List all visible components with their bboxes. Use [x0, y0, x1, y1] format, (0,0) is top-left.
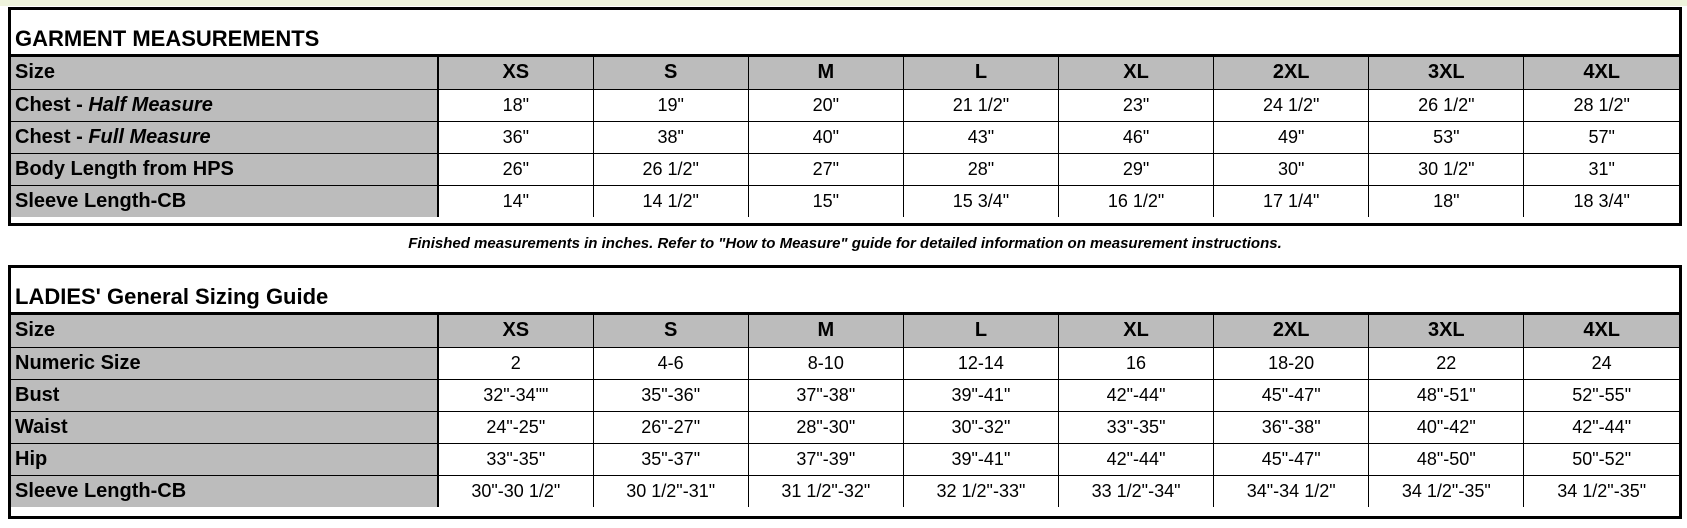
table-row	[11, 379, 1679, 411]
size-header-3xl: 3XL	[1369, 315, 1524, 347]
measurement-cell: 33"-35"	[438, 443, 593, 475]
measurement-cell: 17 1/4"	[1214, 185, 1369, 217]
row-label-text: Numeric Size	[15, 351, 141, 374]
size-header-l: L	[903, 57, 1058, 89]
row-label-text: Body Length from HPS	[15, 157, 234, 180]
measurement-cell: 18-20	[1214, 347, 1369, 379]
measurement-cell: 28"-30"	[748, 411, 903, 443]
measurement-cell: 42"-44"	[1059, 443, 1214, 475]
measurement-cell: 35"-36"	[593, 379, 748, 411]
ladies-sizing-table	[8, 265, 1682, 519]
measurement-cell: 46"	[1059, 121, 1214, 153]
size-header-xs: XS	[438, 315, 593, 347]
measurement-cell: 48"-51"	[1369, 379, 1524, 411]
garment-measurements-table	[8, 7, 1682, 226]
row-label	[11, 475, 438, 507]
measurement-cell: 49"	[1214, 121, 1369, 153]
size-header-3xl: 3XL	[1369, 57, 1524, 89]
row-label-text: Chest -	[15, 125, 89, 148]
measurement-cell: 38"	[593, 121, 748, 153]
measurement-cell: 14"	[438, 185, 593, 217]
measurement-cell: 28"	[903, 153, 1058, 185]
measurement-cell: 26 1/2"	[1369, 89, 1524, 121]
row-label-text: Sleeve Length-CB	[15, 189, 187, 212]
measurement-cell: 42"-44"	[1059, 379, 1214, 411]
measurement-cell: 18 3/4"	[1524, 185, 1679, 217]
garment-grid	[11, 57, 1679, 217]
size-header-l: L	[903, 315, 1058, 347]
size-header-xl: XL	[1059, 57, 1214, 89]
measurement-cell: 16	[1059, 347, 1214, 379]
row-label-text: Hip	[15, 447, 48, 470]
ladies-grid	[11, 315, 1679, 507]
measurement-cell: 57"	[1524, 121, 1679, 153]
row-label	[11, 347, 438, 379]
measurement-cell: 32 1/2"-33"	[903, 475, 1058, 507]
measurement-cell: 37"-38"	[748, 379, 903, 411]
measurement-cell: 22	[1369, 347, 1524, 379]
row-label	[11, 121, 438, 153]
row-label	[11, 89, 438, 121]
ladies-table-title	[11, 268, 1679, 315]
table-row	[11, 347, 1679, 379]
row-label-italic: Full Measure	[88, 125, 211, 148]
measurement-cell: 42"-44"	[1524, 411, 1679, 443]
top-border	[0, 0, 1687, 6]
size-header-s: S	[593, 57, 748, 89]
garment-table-title	[11, 10, 1679, 57]
measurement-cell: 28 1/2"	[1524, 89, 1679, 121]
garment-title-text: GARMENT MEASUREMENTS	[15, 26, 320, 51]
table-row	[11, 185, 1679, 217]
size-header-4xl: 4XL	[1524, 57, 1679, 89]
size-header-s: S	[593, 315, 748, 347]
measurement-cell: 45"-47"	[1214, 443, 1369, 475]
measurement-cell: 34"-34 1/2"	[1214, 475, 1369, 507]
row-label	[11, 443, 438, 475]
measurement-cell: 30"-32"	[903, 411, 1058, 443]
table-row	[11, 153, 1679, 185]
ladies-header-row	[11, 315, 1679, 347]
size-header-2xl: 2XL	[1214, 315, 1369, 347]
size-header-m: M	[748, 315, 903, 347]
row-label	[11, 185, 438, 217]
measurement-cell: 15"	[748, 185, 903, 217]
measurement-cell: 32"-34""	[438, 379, 593, 411]
garment-header-row	[11, 57, 1679, 89]
measurement-cell: 19"	[593, 89, 748, 121]
row-label-text: Sleeve Length-CB	[15, 479, 187, 502]
measurement-cell: 36"	[438, 121, 593, 153]
measurement-cell: 45"-47"	[1214, 379, 1369, 411]
measurement-cell: 30 1/2"	[1369, 153, 1524, 185]
measurement-cell: 26"-27"	[593, 411, 748, 443]
table-row	[11, 411, 1679, 443]
measurement-cell: 35"-37"	[593, 443, 748, 475]
measurement-cell: 4-6	[593, 347, 748, 379]
measurement-cell: 48"-50"	[1369, 443, 1524, 475]
measurement-cell: 39"-41"	[903, 443, 1058, 475]
row-label	[11, 153, 438, 185]
size-header-label: Size	[11, 315, 438, 347]
measurement-cell: 33"-35"	[1059, 411, 1214, 443]
measurement-cell: 31"	[1524, 153, 1679, 185]
measurement-cell: 12-14	[903, 347, 1058, 379]
row-label	[11, 411, 438, 443]
measurement-cell: 16 1/2"	[1059, 185, 1214, 217]
measurement-cell: 43"	[903, 121, 1058, 153]
measurement-cell: 8-10	[748, 347, 903, 379]
measurement-cell: 33 1/2"-34"	[1059, 475, 1214, 507]
measurement-cell: 34 1/2"-35"	[1369, 475, 1524, 507]
row-label-text: Bust	[15, 383, 60, 406]
measurement-cell: 30"-30 1/2"	[438, 475, 593, 507]
measurement-cell: 29"	[1059, 153, 1214, 185]
size-header-2xl: 2XL	[1214, 57, 1369, 89]
measurement-cell: 27"	[748, 153, 903, 185]
measurement-cell: 30 1/2"-31"	[593, 475, 748, 507]
ladies-title-text: LADIES' General Sizing Guide	[15, 284, 329, 309]
measurement-cell: 50"-52"	[1524, 443, 1679, 475]
measurement-cell: 40"-42"	[1369, 411, 1524, 443]
measurement-cell: 26"	[438, 153, 593, 185]
measurement-cell: 26 1/2"	[593, 153, 748, 185]
table-row	[11, 89, 1679, 121]
row-label-text: Chest -	[15, 93, 89, 116]
measurement-cell: 36"-38"	[1214, 411, 1369, 443]
measurement-cell: 24	[1524, 347, 1679, 379]
measurement-cell: 18"	[1369, 185, 1524, 217]
table-row	[11, 121, 1679, 153]
measurement-cell: 53"	[1369, 121, 1524, 153]
measurement-cell: 18"	[438, 89, 593, 121]
measurement-cell: 24"-25"	[438, 411, 593, 443]
measurement-cell: 20"	[748, 89, 903, 121]
measurement-note: Finished measurements in inches. Refer to "How to Measure" guide for detailed information on measurement instructions.	[408, 235, 1282, 252]
measurement-cell: 30"	[1214, 153, 1369, 185]
measurement-cell: 52"-55"	[1524, 379, 1679, 411]
measurement-cell: 21 1/2"	[903, 89, 1058, 121]
measurement-cell: 34 1/2"-35"	[1524, 475, 1679, 507]
measurement-cell: 23"	[1059, 89, 1214, 121]
size-header-xs: XS	[438, 57, 593, 89]
measurement-cell: 31 1/2"-32"	[748, 475, 903, 507]
row-label-text: Waist	[15, 415, 68, 438]
measurement-cell: 37"-39"	[748, 443, 903, 475]
table-row	[11, 475, 1679, 507]
measurement-cell: 15 3/4"	[903, 185, 1058, 217]
row-label-italic: Half Measure	[88, 93, 213, 116]
measurement-cell: 2	[438, 347, 593, 379]
measurement-cell: 24 1/2"	[1214, 89, 1369, 121]
size-header-m: M	[748, 57, 903, 89]
measurement-cell: 39"-41"	[903, 379, 1058, 411]
size-header-xl: XL	[1059, 315, 1214, 347]
size-header-4xl: 4XL	[1524, 315, 1679, 347]
size-header-label: Size	[11, 57, 438, 89]
measurement-cell: 40"	[748, 121, 903, 153]
table-row	[11, 443, 1679, 475]
row-label	[11, 379, 438, 411]
measurement-cell: 14 1/2"	[593, 185, 748, 217]
